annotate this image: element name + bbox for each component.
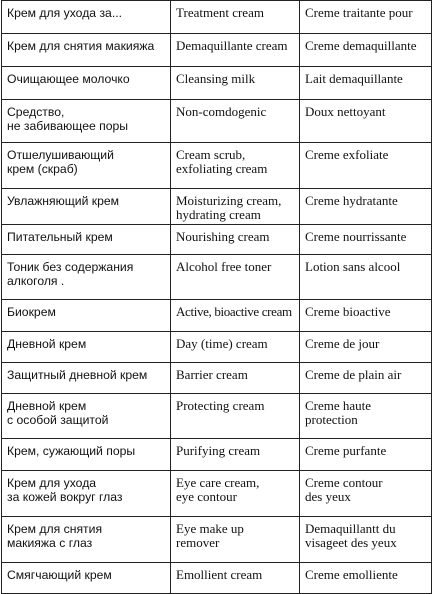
english-term-cell [171, 225, 300, 255]
cell-text-line: за кожей вокруг глаз [7, 490, 123, 504]
cell-text: Lotion sans alcool [305, 259, 401, 274]
cell-text-line: макияжа с глаз [7, 536, 93, 550]
french-term-cell [300, 34, 432, 67]
english-term-cell [171, 332, 300, 363]
russian-term-cell [2, 225, 171, 255]
english-term-cell [171, 439, 300, 471]
french-term-cell [300, 67, 432, 100]
russian-term-cell [2, 439, 171, 471]
cell-text: Doux nettoyant [305, 104, 386, 119]
cell-text: Cleansing milk [176, 71, 256, 86]
cell-text-line: Отшелушивающий [7, 148, 114, 162]
russian-term-cell [2, 363, 171, 394]
cell-text: Крем для снятия макияжа [7, 39, 155, 53]
russian-term-cell [2, 189, 171, 225]
cell-text: Creme bioactive [305, 304, 391, 319]
cell-text-line: protection [305, 412, 358, 427]
cell-text-line: Eye care cream, [176, 475, 260, 490]
cell-text: Creme demaquillante [305, 38, 417, 53]
cell-text: Barrier cream [176, 367, 248, 382]
cell-text: Day (time) cream [176, 336, 268, 351]
glossary-body [2, 1, 432, 594]
english-term-cell [171, 1, 300, 34]
french-term-cell [300, 563, 432, 594]
cell-text-line: Крем для ухода [7, 476, 97, 490]
cell-text: Creme de jour [305, 336, 380, 351]
cell-text-line: des yeux [305, 489, 351, 504]
cell-text: Питательный крем [7, 230, 113, 244]
russian-term-cell [2, 1, 171, 34]
table-row [2, 225, 432, 255]
french-term-cell [300, 100, 432, 143]
cell-text: Nourishing cream [176, 229, 270, 244]
cell-text-line: Demaquillantt du [305, 521, 396, 536]
cell-text: Смягчающий крем [7, 568, 112, 582]
cell-text: Non-comdogenic [176, 104, 267, 119]
cell-text: Lait demaquillante [305, 71, 403, 86]
table-row [2, 34, 432, 67]
table-row [2, 255, 432, 300]
cell-text-line: крем (скраб) [7, 162, 78, 176]
french-term-cell [300, 394, 432, 439]
cell-text: Крем для ухода за... [7, 6, 122, 20]
cell-text: Биокрем [7, 305, 56, 319]
table-row [2, 100, 432, 143]
english-term-cell [171, 300, 300, 332]
cell-text: Creme purfante [305, 443, 387, 458]
cell-text: Creme traitante pour [305, 5, 413, 20]
table-row [2, 439, 432, 471]
english-term-cell [171, 189, 300, 225]
english-term-cell [171, 255, 300, 300]
cell-text: Demaquillante cream [176, 38, 288, 53]
cell-text-line: eye contour [176, 489, 238, 504]
french-term-cell [300, 225, 432, 255]
cell-text-line: Creme haute [305, 398, 372, 413]
english-term-cell [171, 471, 300, 517]
cell-text: Creme nourrissante [305, 229, 407, 244]
cell-text: Увлажняющий крем [7, 194, 120, 208]
english-term-cell [171, 563, 300, 594]
table-row [2, 67, 432, 100]
cell-text-line: Дневной крем [7, 399, 87, 413]
english-term-cell [171, 517, 300, 563]
french-term-cell [300, 517, 432, 563]
french-term-cell [300, 363, 432, 394]
table-row [2, 189, 432, 225]
russian-term-cell [2, 471, 171, 517]
french-term-cell [300, 471, 432, 517]
cell-text-line: Creme contour [305, 475, 383, 490]
russian-term-cell [2, 517, 171, 563]
cell-text-line: visageet des yeux [305, 535, 397, 550]
table-row [2, 143, 432, 189]
cosmetics-glossary-table [1, 0, 432, 594]
french-term-cell [300, 439, 432, 471]
table-row [2, 363, 432, 394]
cell-text: Creme de plain air [305, 367, 402, 382]
russian-term-cell [2, 100, 171, 143]
russian-term-cell [2, 563, 171, 594]
cell-text: Creme emolliente [305, 567, 398, 582]
russian-term-cell [2, 394, 171, 439]
table-row [2, 471, 432, 517]
cell-text-line: Cream scrub, [176, 147, 246, 162]
cell-text-line: exfoliating cream [176, 161, 268, 176]
table-row [2, 1, 432, 34]
table-row [2, 563, 432, 594]
cell-text-line: hydrating cream [176, 207, 261, 222]
french-term-cell [300, 1, 432, 34]
cell-text: Emollient cream [176, 567, 263, 582]
english-term-cell [171, 363, 300, 394]
table-row [2, 300, 432, 332]
table-row [2, 332, 432, 363]
english-term-cell [171, 67, 300, 100]
cell-text: Purifying cream [176, 443, 261, 458]
russian-term-cell [2, 300, 171, 332]
cell-text-line: Тоник без содержания [7, 260, 134, 274]
french-term-cell [300, 189, 432, 225]
russian-term-cell [2, 255, 171, 300]
cell-text: Защитный дневной крем [7, 368, 148, 382]
french-term-cell [300, 143, 432, 189]
cell-text: Active, bioactive cream [176, 304, 292, 319]
english-term-cell [171, 100, 300, 143]
english-term-cell [171, 394, 300, 439]
cell-text-line: remover [176, 535, 220, 550]
cell-text-line: Крем для снятия [7, 522, 103, 536]
english-term-cell [171, 34, 300, 67]
cell-text-line: не забивающее поры [7, 119, 129, 133]
russian-term-cell [2, 143, 171, 189]
cell-text-line: алкоголя . [7, 274, 65, 288]
cell-text-line: Eye make up [176, 521, 244, 536]
cell-text: Очищающее молочко [7, 72, 130, 86]
cell-text-line: Средство, [7, 105, 65, 119]
french-term-cell [300, 300, 432, 332]
cell-text-line: Moisturizing cream, [176, 193, 282, 208]
french-term-cell [300, 332, 432, 363]
cell-text-line: с особой защитой [7, 413, 109, 427]
russian-term-cell [2, 34, 171, 67]
cell-text: Alcohol free toner [176, 259, 272, 274]
cell-text: Creme exfoliate [305, 147, 389, 162]
english-term-cell [171, 143, 300, 189]
french-term-cell [300, 255, 432, 300]
table-row [2, 394, 432, 439]
cell-text: Creme hydratante [305, 193, 398, 208]
cell-text: Protecting cream [176, 398, 265, 413]
table-row [2, 517, 432, 563]
cell-text: Treatment cream [176, 5, 264, 20]
cell-text: Крем, сужающий поры [7, 444, 136, 458]
russian-term-cell [2, 332, 171, 363]
russian-term-cell [2, 67, 171, 100]
cell-text: Дневной крем [7, 337, 87, 351]
